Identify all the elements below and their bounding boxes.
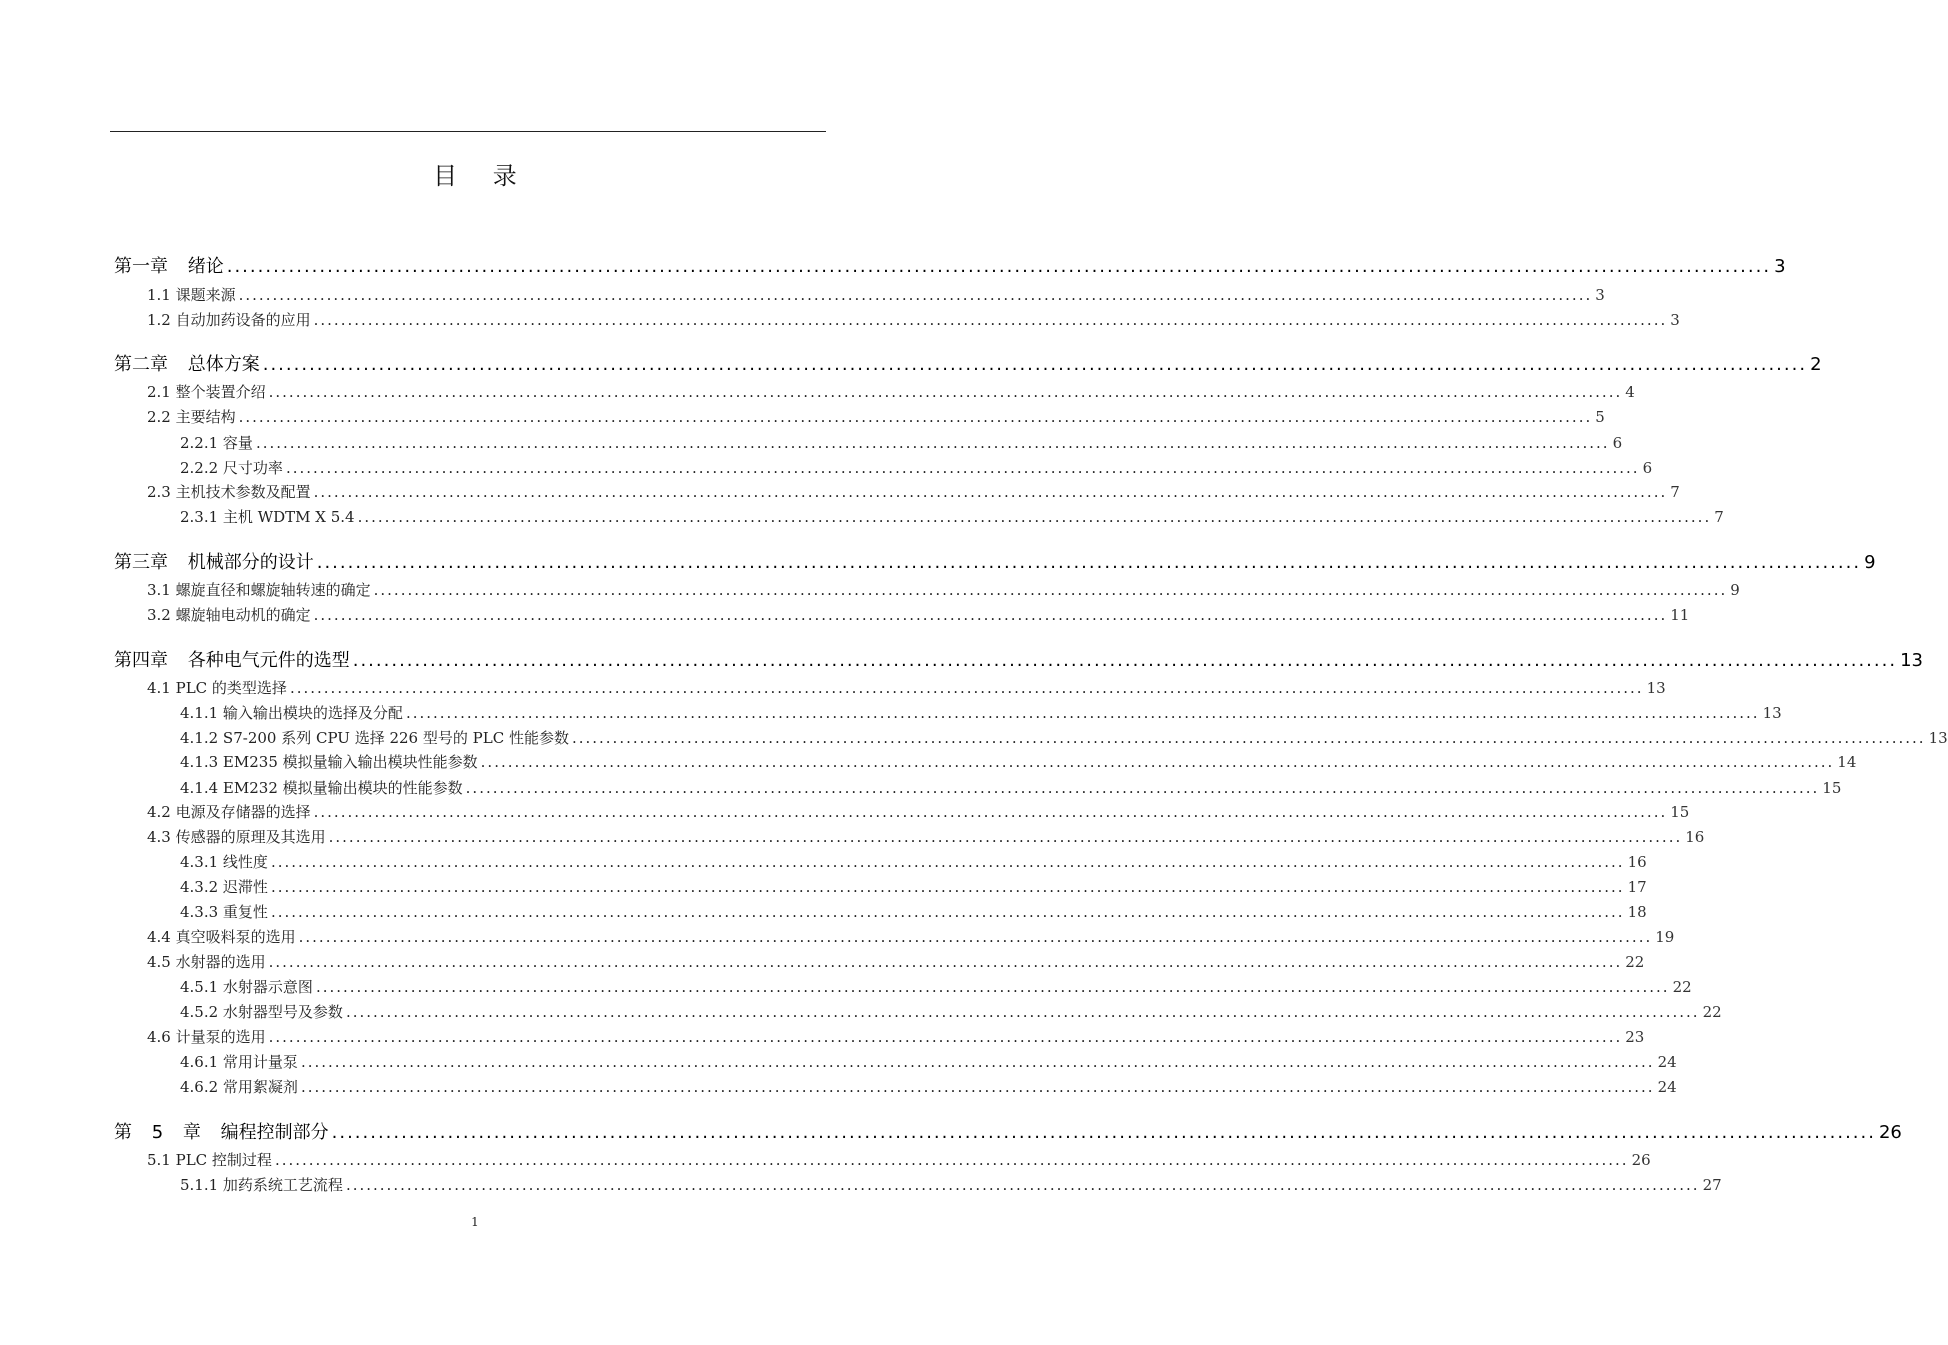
toc-page-number: 13 bbox=[1646, 679, 1666, 697]
toc-subsection-entry[interactable] bbox=[180, 432, 1623, 453]
toc-leader-dots: ........................................................................................................................................................................................................ bbox=[313, 803, 1668, 821]
toc-entry-title: 第三章 机械部分的设计 bbox=[114, 552, 314, 573]
toc-page-number: 14 bbox=[1837, 753, 1857, 771]
toc-page-number: 2 bbox=[1810, 354, 1822, 375]
toc-entry-title: 4.1.4 EM232 模拟量输出模块的性能参数 bbox=[180, 779, 463, 797]
toc-section-entry[interactable] bbox=[147, 677, 1666, 698]
toc-entry-title: 2.2.1 容量 bbox=[180, 434, 253, 452]
toc-subsection-entry[interactable] bbox=[180, 1051, 1677, 1072]
toc-chapter-entry[interactable] bbox=[114, 548, 1876, 574]
toc-entry-title: 4.5.2 水射器型号及参数 bbox=[180, 1003, 343, 1021]
toc-subsection-entry[interactable] bbox=[180, 976, 1692, 997]
toc-entry-title: 1.2 自动加药设备的应用 bbox=[147, 311, 311, 329]
toc-section-entry[interactable] bbox=[147, 284, 1605, 305]
toc-entry-title: 4.5.1 水射器示意图 bbox=[180, 978, 313, 996]
toc-leader-dots: ........................................................................................................................................................................................................ bbox=[238, 286, 1593, 304]
toc-entry-title: 4.3.2 迟滞性 bbox=[180, 878, 268, 896]
toc-leader-dots: ........................................................................................................................................................................................................ bbox=[270, 878, 1625, 896]
toc-page-number: 22 bbox=[1702, 1003, 1722, 1021]
toc-entry-title: 4.1.3 EM235 模拟量输入输出模块性能参数 bbox=[180, 753, 478, 771]
toc-leader-dots: ........................................................................................................................................................................................................ bbox=[262, 354, 1808, 375]
toc-entry-title: 4.1.1 输入输出模块的选择及分配 bbox=[180, 704, 403, 722]
toc-entry-title: 4.6 计量泵的选用 bbox=[147, 1028, 266, 1046]
toc-chapter-entry[interactable] bbox=[114, 252, 1786, 278]
toc-page-number: 16 bbox=[1685, 828, 1705, 846]
toc-leader-dots: ........................................................................................................................................................................................................ bbox=[238, 408, 1593, 426]
toc-entry-title: 第四章 各种电气元件的选型 bbox=[114, 650, 350, 671]
toc-subsection-entry[interactable] bbox=[180, 876, 1647, 897]
toc-chapter-entry[interactable] bbox=[114, 350, 1822, 376]
page-title: 目 录 bbox=[433, 162, 531, 190]
toc-page-number: 7 bbox=[1670, 483, 1680, 501]
toc-leader-dots: ........................................................................................................................................................................................................ bbox=[352, 650, 1898, 671]
toc-chapter-entry[interactable] bbox=[114, 1118, 1902, 1144]
toc-leader-dots: ........................................................................................................................................................................................................ bbox=[255, 434, 1610, 452]
toc-page-number: 16 bbox=[1627, 853, 1647, 871]
toc-leader-dots: ........................................................................................................................................................................................................ bbox=[316, 552, 1862, 573]
toc-entry-title: 4.4 真空吸料泵的选用 bbox=[147, 928, 296, 946]
toc-page-number: 5 bbox=[1595, 408, 1605, 426]
toc-entry-title: 2.3.1 主机 WDTM X 5.4 bbox=[180, 508, 355, 526]
toc-leader-dots: ........................................................................................................................................................................................................ bbox=[465, 779, 1820, 797]
toc-leader-dots: ........................................................................................................................................................................................................ bbox=[268, 953, 1623, 971]
toc-leader-dots: ........................................................................................................................................................................................................ bbox=[480, 753, 1835, 771]
toc-page-number: 13 bbox=[1762, 704, 1782, 722]
toc-section-entry[interactable] bbox=[147, 309, 1680, 330]
toc-entry-title: 4.3.3 重复性 bbox=[180, 903, 268, 921]
toc-leader-dots: ........................................................................................................................................................................................................ bbox=[331, 1122, 1876, 1143]
toc-leader-dots: ........................................................................................................................................................................................................ bbox=[571, 729, 1926, 747]
toc-leader-dots: ........................................................................................................................................................................................................ bbox=[274, 1151, 1629, 1169]
toc-leader-dots: ........................................................................................................................................................................................................ bbox=[405, 704, 1760, 722]
toc-entry-title: 4.1.2 S7-200 系列 CPU 选择 226 型号的 PLC 性能参数 bbox=[180, 729, 569, 747]
toc-leader-dots: ........................................................................................................................................................................................................ bbox=[268, 1028, 1623, 1046]
toc-entry-title: 第二章 总体方案 bbox=[114, 354, 260, 375]
toc-subsection-entry[interactable] bbox=[180, 851, 1647, 872]
toc-page-number: 13 bbox=[1900, 650, 1923, 671]
toc-leader-dots: ........................................................................................................................................................................................................ bbox=[298, 928, 1653, 946]
toc-page-number: 11 bbox=[1670, 606, 1690, 624]
toc-leader-dots: ........................................................................................................................................................................................................ bbox=[357, 508, 1712, 526]
toc-page-number: 7 bbox=[1714, 508, 1724, 526]
toc-page-number: 17 bbox=[1627, 878, 1647, 896]
toc-leader-dots: ........................................................................................................................................................................................................ bbox=[328, 828, 1683, 846]
toc-leader-dots: ........................................................................................................................................................................................................ bbox=[226, 256, 1772, 277]
toc-section-entry[interactable] bbox=[147, 801, 1690, 822]
toc-entry-title: 1.1 课题来源 bbox=[147, 286, 236, 304]
toc-section-entry[interactable] bbox=[147, 1026, 1645, 1047]
toc-entry-title: 第 5 章 编程控制部分 bbox=[114, 1122, 329, 1143]
toc-entry-title: 2.1 整个装置介绍 bbox=[147, 383, 266, 401]
toc-leader-dots: ........................................................................................................................................................................................................ bbox=[300, 1078, 1655, 1096]
toc-subsection-entry[interactable] bbox=[180, 457, 1653, 478]
toc-entry-title: 3.2 螺旋轴电动机的确定 bbox=[147, 606, 311, 624]
toc-page-number: 26 bbox=[1631, 1151, 1651, 1169]
toc-entry-title: 2.3 主机技术参数及配置 bbox=[147, 483, 311, 501]
toc-leader-dots: ........................................................................................................................................................................................................ bbox=[345, 1176, 1700, 1194]
toc-entry-title: 4.6.1 常用计量泵 bbox=[180, 1053, 298, 1071]
toc-leader-dots: ........................................................................................................................................................................................................ bbox=[270, 853, 1625, 871]
toc-page-number: 15 bbox=[1822, 779, 1842, 797]
toc-section-entry[interactable] bbox=[147, 381, 1635, 402]
toc-page-number: 24 bbox=[1657, 1078, 1677, 1096]
toc-page-number: 22 bbox=[1625, 953, 1645, 971]
toc-section-entry[interactable] bbox=[147, 579, 1740, 600]
toc-page-number: 6 bbox=[1612, 434, 1623, 452]
toc-leader-dots: ........................................................................................................................................................................................................ bbox=[313, 483, 1668, 501]
toc-section-entry[interactable] bbox=[147, 406, 1605, 427]
toc-subsection-entry[interactable] bbox=[180, 1001, 1722, 1022]
toc-page-number: 23 bbox=[1625, 1028, 1645, 1046]
toc-section-entry[interactable] bbox=[147, 481, 1680, 502]
toc-leader-dots: ........................................................................................................................................................................................................ bbox=[345, 1003, 1700, 1021]
toc-entry-title: 2.2.2 尺寸功率 bbox=[180, 459, 283, 477]
toc-page-number: 27 bbox=[1702, 1176, 1722, 1194]
toc-leader-dots: ........................................................................................................................................................................................................ bbox=[300, 1053, 1655, 1071]
toc-page-number: 3 bbox=[1774, 256, 1786, 277]
toc-page-number: 9 bbox=[1730, 581, 1740, 599]
toc-leader-dots: ........................................................................................................................................................................................................ bbox=[268, 383, 1623, 401]
toc-entry-title: 5.1 PLC 控制过程 bbox=[147, 1151, 272, 1169]
toc-page-number: 26 bbox=[1878, 1122, 1902, 1143]
toc-leader-dots: ........................................................................................................................................................................................................ bbox=[285, 459, 1640, 477]
toc-leader-dots: ........................................................................................................................................................................................................ bbox=[373, 581, 1728, 599]
toc-entry-title: 4.1 PLC 的类型选择 bbox=[147, 679, 287, 697]
toc-entry-title: 5.1.1 加药系统工艺流程 bbox=[180, 1176, 343, 1194]
toc-page-number: 18 bbox=[1627, 903, 1647, 921]
toc-subsection-entry[interactable] bbox=[180, 1174, 1722, 1195]
toc-entry-title: 4.3 传感器的原理及其选用 bbox=[147, 828, 326, 846]
toc-leader-dots: ........................................................................................................................................................................................................ bbox=[313, 606, 1668, 624]
toc-section-entry[interactable] bbox=[147, 1149, 1651, 1170]
toc-page-number: 3 bbox=[1670, 311, 1680, 329]
toc-section-entry[interactable] bbox=[147, 826, 1705, 847]
toc-subsection-entry[interactable] bbox=[180, 1076, 1677, 1097]
toc-chapter-entry[interactable] bbox=[114, 646, 1923, 672]
toc-subsection-entry[interactable] bbox=[180, 506, 1724, 527]
toc-page-number: 19 bbox=[1655, 928, 1675, 946]
toc-page-number: 6 bbox=[1642, 459, 1653, 477]
toc-entry-title: 第一章 绪论 bbox=[114, 256, 224, 277]
toc-section-entry[interactable] bbox=[147, 926, 1675, 947]
toc-section-entry[interactable] bbox=[147, 604, 1690, 625]
toc-section-entry[interactable] bbox=[147, 951, 1645, 972]
toc-subsection-entry[interactable] bbox=[180, 727, 1948, 748]
toc-entry-title: 4.2 电源及存储器的选择 bbox=[147, 803, 311, 821]
toc-page-number: 22 bbox=[1672, 978, 1692, 996]
toc-page-number: 3 bbox=[1595, 286, 1605, 304]
toc-page-number: 15 bbox=[1670, 803, 1690, 821]
toc-page-number: 24 bbox=[1657, 1053, 1677, 1071]
toc-entry-title: 4.6.2 常用絮凝剂 bbox=[180, 1078, 298, 1096]
page-number: 1 bbox=[471, 1215, 479, 1229]
toc-entry-title: 2.2 主要结构 bbox=[147, 408, 236, 426]
toc-subsection-entry[interactable] bbox=[180, 777, 1842, 798]
toc-entry-title: 4.3.1 线性度 bbox=[180, 853, 268, 871]
toc-subsection-entry[interactable] bbox=[180, 901, 1647, 922]
toc-subsection-entry[interactable] bbox=[180, 702, 1782, 723]
toc-entry-title: 3.1 螺旋直径和螺旋轴转速的确定 bbox=[147, 581, 371, 599]
toc-leader-dots: ........................................................................................................................................................................................................ bbox=[270, 903, 1625, 921]
toc-leader-dots: ........................................................................................................................................................................................................ bbox=[313, 311, 1668, 329]
toc-page-number: 9 bbox=[1864, 552, 1876, 573]
toc-page-number: 13 bbox=[1928, 729, 1948, 747]
toc-subsection-entry[interactable] bbox=[180, 751, 1857, 772]
toc-entry-title: 4.5 水射器的选用 bbox=[147, 953, 266, 971]
toc-page-number: 4 bbox=[1625, 383, 1635, 401]
toc-leader-dots: ........................................................................................................................................................................................................ bbox=[315, 978, 1670, 996]
toc-leader-dots: ........................................................................................................................................................................................................ bbox=[289, 679, 1644, 697]
